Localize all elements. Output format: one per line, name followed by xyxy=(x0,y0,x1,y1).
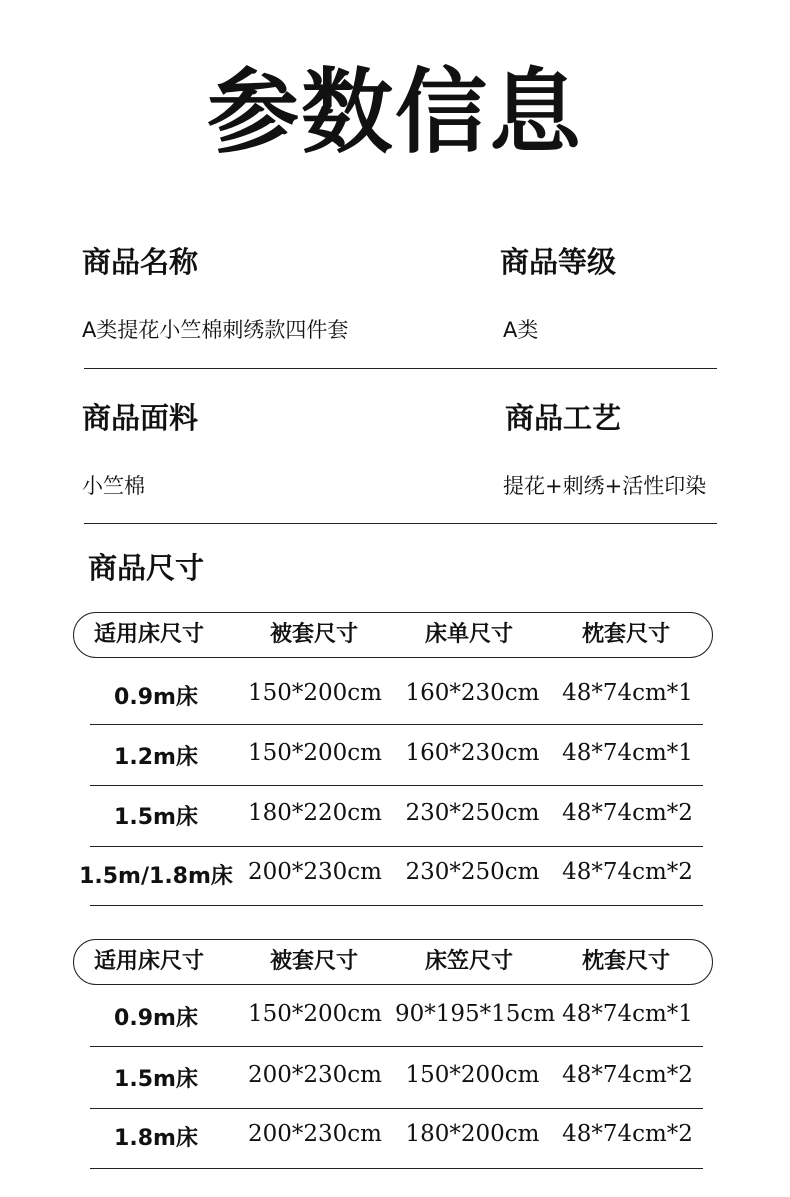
product-grade-label: 商品等级 xyxy=(500,245,617,279)
size-value-cell: 48*74cm*1 xyxy=(562,680,693,706)
divider xyxy=(84,368,717,369)
row-divider xyxy=(90,1046,703,1047)
row-divider xyxy=(90,846,703,847)
size-value-cell: 90*195*15cm xyxy=(395,1001,556,1027)
row-divider xyxy=(90,724,703,725)
header-cell: 床单尺寸 xyxy=(424,622,513,647)
size-value-cell: 150*200cm xyxy=(248,740,382,766)
row-divider xyxy=(90,785,703,786)
header-cell: 适用床尺寸 xyxy=(93,622,204,647)
bed-size-cell: 0.9m床 xyxy=(114,685,198,710)
size-value-cell: 48*74cm*1 xyxy=(562,1001,693,1027)
size-value-cell: 180*220cm xyxy=(248,800,382,826)
product-size-label: 商品尺寸 xyxy=(88,551,205,585)
size-value-cell: 48*74cm*1 xyxy=(562,740,693,766)
product-fabric-value: 小竺棉 xyxy=(82,474,145,498)
bed-size-cell: 1.2m床 xyxy=(114,745,198,770)
product-grade-value: A类 xyxy=(503,318,539,342)
size-value-cell: 160*230cm xyxy=(405,680,540,706)
bed-size-cell: 1.5m/1.8m床 xyxy=(79,864,233,889)
product-fabric-label: 商品面料 xyxy=(82,401,199,435)
bed-size-cell: 1.8m床 xyxy=(114,1126,198,1151)
product-name-value: A类提花小竺棉刺绣款四件套 xyxy=(82,318,349,342)
header-cell: 适用床尺寸 xyxy=(93,949,204,974)
size-value-cell: 150*200cm xyxy=(248,680,382,706)
size-value-cell: 200*230cm xyxy=(248,1121,382,1147)
product-craft-label: 商品工艺 xyxy=(505,401,622,435)
header-cell: 枕套尺寸 xyxy=(581,949,670,974)
size-value-cell: 48*74cm*2 xyxy=(562,1121,693,1147)
header-cell: 枕套尺寸 xyxy=(581,622,670,647)
size-value-cell: 180*200cm xyxy=(405,1121,540,1147)
size-value-cell: 150*200cm xyxy=(248,1001,382,1027)
divider xyxy=(84,523,717,524)
product-craft-value: 提花+刺绣+活性印染 xyxy=(503,474,707,498)
size-value-cell: 150*200cm xyxy=(405,1062,540,1088)
header-cell: 被套尺寸 xyxy=(269,622,358,647)
bed-size-cell: 1.5m床 xyxy=(114,805,198,830)
bed-size-cell: 0.9m床 xyxy=(114,1006,198,1031)
row-divider xyxy=(90,905,703,906)
bed-size-cell: 1.5m床 xyxy=(114,1067,198,1092)
size-value-cell: 48*74cm*2 xyxy=(562,800,693,826)
row-divider xyxy=(90,1108,703,1109)
size-value-cell: 48*74cm*2 xyxy=(562,859,693,885)
row-divider xyxy=(90,1168,703,1169)
size-value-cell: 200*230cm xyxy=(248,1062,382,1088)
header-cell: 床笠尺寸 xyxy=(424,949,513,974)
size-value-cell: 160*230cm xyxy=(405,740,540,766)
size-value-cell: 230*250cm xyxy=(405,859,540,885)
size-table-1-header xyxy=(73,612,713,658)
size-value-cell: 230*250cm xyxy=(405,800,540,826)
header-cell: 被套尺寸 xyxy=(269,949,358,974)
page-title: 参数信息 xyxy=(206,59,583,166)
product-name-label: 商品名称 xyxy=(82,245,199,279)
size-value-cell: 48*74cm*2 xyxy=(562,1062,693,1088)
size-table-2-header xyxy=(73,939,713,985)
size-value-cell: 200*230cm xyxy=(248,859,382,885)
